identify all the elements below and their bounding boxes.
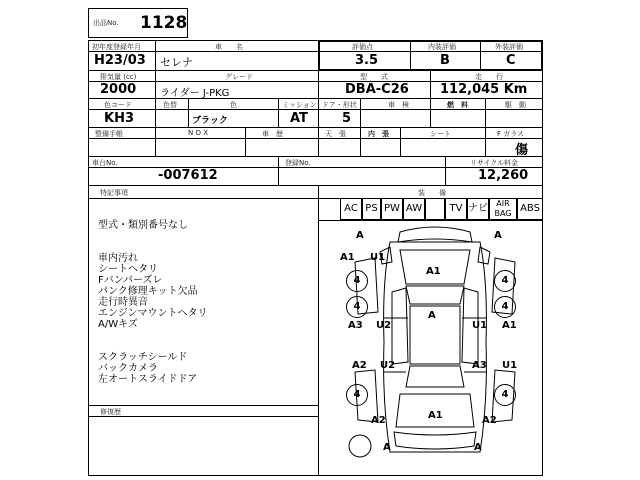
- year-label: 初年度登録年月: [92, 43, 141, 51]
- damage-mark: A: [356, 230, 364, 241]
- car-name-label: 車 名: [215, 43, 243, 51]
- inspection-label: 車 検: [388, 101, 409, 109]
- exterior-value: C: [506, 53, 516, 68]
- damage-mark: A2: [482, 415, 497, 426]
- equipment-item: TV: [445, 198, 467, 220]
- equipment-item: PS: [362, 198, 381, 220]
- equipment-label: 装 備: [418, 189, 446, 197]
- mission-label: ミッション: [282, 101, 317, 109]
- color-label: 色: [230, 101, 237, 109]
- equipment-item: ABS: [517, 198, 543, 220]
- chassis-label: 車台No.: [92, 159, 118, 167]
- car-diagram: [330, 222, 540, 476]
- drive-label: 駆 動: [505, 101, 526, 109]
- shade-label: 色替: [163, 101, 177, 109]
- tire-grade: 4: [494, 296, 516, 318]
- note-line: スクラッチシールド: [98, 352, 188, 363]
- car-name-value: セレナ: [160, 56, 193, 69]
- note-line: シートヘタリ: [98, 264, 158, 275]
- tire-grade: 4: [346, 296, 368, 318]
- score-value: 3.5: [355, 53, 379, 68]
- manual-label: 整備手帳: [95, 130, 123, 138]
- fuel-label: 燃 料: [447, 101, 468, 109]
- note-line: 左オートスライドドア: [98, 374, 198, 385]
- equipment-item: ナビ: [467, 198, 489, 220]
- note-line: パンク修理キット欠品: [98, 286, 198, 297]
- note-line: バックカメラ: [98, 363, 158, 374]
- lot-number: 1128: [140, 13, 188, 33]
- grade-label: グレード: [225, 73, 253, 81]
- history-label: 車 歴: [262, 130, 283, 138]
- color-value: ブラック: [192, 116, 228, 126]
- glass-value: 傷: [515, 143, 529, 158]
- damage-mark: A: [494, 230, 502, 241]
- tire-grade: 4: [494, 384, 516, 406]
- mileage-label: 走 行: [475, 73, 503, 81]
- grade-value: ライダー J-PKG: [160, 88, 230, 99]
- chassis-value: -007612: [158, 168, 218, 183]
- damage-mark: A1: [428, 410, 443, 421]
- damage-mark: A3: [472, 360, 487, 371]
- damage-mark: A: [383, 442, 391, 453]
- damage-mark: A3: [348, 320, 363, 331]
- note-line: A/Wキズ: [98, 319, 138, 330]
- colorcode-value: KH3: [104, 111, 134, 126]
- lining-label: 内 張: [368, 130, 389, 138]
- model-value: DBA-C26: [345, 82, 409, 97]
- exterior-label: 外装評価: [495, 43, 523, 51]
- note-line: 車内汚れ: [98, 253, 138, 264]
- damage-mark: A: [428, 310, 436, 321]
- lot-label: 出品No.: [93, 19, 119, 27]
- note-line: エンジンマウントヘタリ: [98, 308, 208, 319]
- year-value: H23/03: [94, 53, 146, 68]
- registration-label: 登録No.: [285, 159, 311, 167]
- recycle-label: リサイクル料金: [470, 159, 519, 167]
- equipment-item: PW: [381, 198, 403, 220]
- tire-grade: 4: [494, 270, 516, 292]
- recycle-value: 12,260: [478, 168, 529, 183]
- score-label: 評価点: [352, 43, 373, 51]
- note-line: Fバンパーズレ: [98, 275, 163, 286]
- interior-value: B: [440, 53, 450, 68]
- cc-label: 排気量 (cc): [100, 73, 137, 81]
- equipment-item: [425, 198, 445, 220]
- colorcode-label: 色コード: [104, 101, 132, 109]
- mission-value: AT: [290, 111, 308, 126]
- damage-mark: U1: [472, 320, 488, 331]
- equipment-item: AW: [403, 198, 425, 220]
- note-line: 型式・類別番号なし: [98, 220, 188, 231]
- interior-label: 内装評価: [428, 43, 456, 51]
- seat-label: シート: [430, 130, 451, 138]
- damage-mark: U2: [376, 320, 392, 331]
- roof-label: 天 張: [325, 130, 346, 138]
- tire-grade: 4: [346, 384, 368, 406]
- nox-label: N O X: [188, 129, 208, 137]
- mileage-value: 112,045 Km: [440, 82, 528, 97]
- doors-label: ドア・形状: [322, 101, 357, 109]
- note-line: 走行時異音: [98, 297, 148, 308]
- damage-mark: A2: [371, 415, 386, 426]
- repair-history-label: 修復歴: [100, 408, 121, 416]
- damage-mark: A: [474, 442, 482, 453]
- damage-mark: A1: [502, 320, 517, 331]
- tire-grade: 4: [346, 270, 368, 292]
- model-label: 型 式: [360, 73, 388, 81]
- notes-label: 特記事項: [100, 189, 128, 197]
- damage-mark: U1: [370, 252, 386, 263]
- damage-mark: A1: [426, 266, 441, 277]
- equipment-item: AC: [340, 198, 362, 220]
- damage-mark: A2: [352, 360, 367, 371]
- cc-value: 2000: [100, 82, 137, 97]
- damage-mark: U2: [380, 360, 396, 371]
- equipment-item: AIR BAG: [489, 198, 517, 220]
- doors-value: 5: [342, 111, 352, 126]
- damage-mark: U1: [502, 360, 518, 371]
- damage-mark: A1: [340, 252, 355, 263]
- glass-label: F ガラス: [497, 130, 525, 138]
